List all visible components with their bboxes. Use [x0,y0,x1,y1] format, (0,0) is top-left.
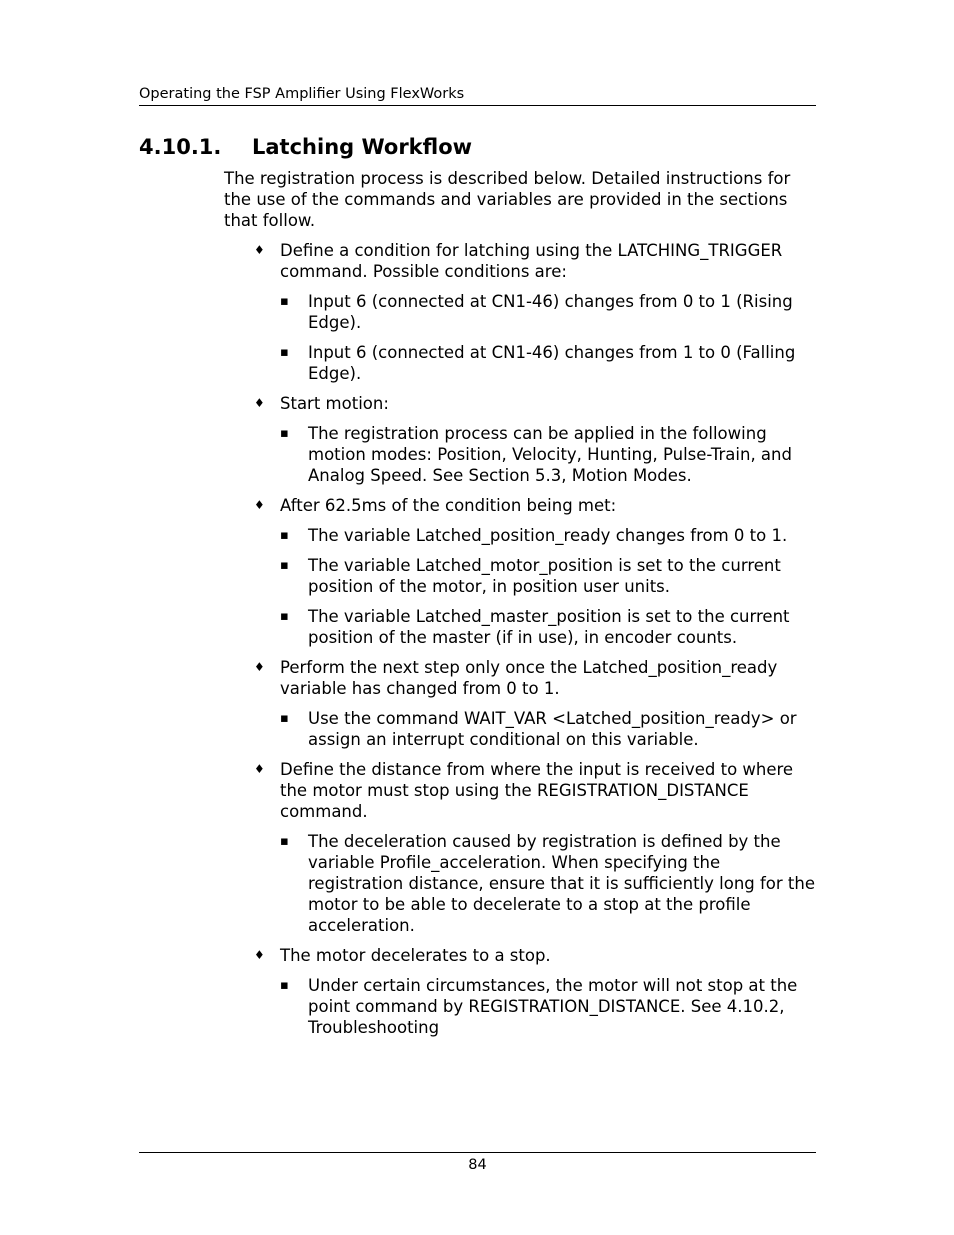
intro-paragraph: The registration process is described below. Detailed instructions for the use of the commands and variables are provided in the sections that follow. [224,169,791,230]
diamond-bullet-icon: ♦ [254,762,265,776]
sub-item [224,831,816,936]
sub-text: Under certain circumstances, the motor will not stop at the point command by REGISTRATION_DISTANCE. See 4.10.2, Troubleshooting [308,976,798,1037]
running-header: Operating the FSP Amplifier Using FlexWorks [139,85,816,106]
square-bullet-icon: ▪ [280,294,289,309]
page-number: 84 [468,1157,487,1173]
square-bullet-icon: ▪ [280,978,289,993]
section-heading [139,133,472,161]
sub-text: The variable Latched_motor_position is set to the current position of the motor, in position user units. [308,556,781,596]
sub-item [224,708,816,750]
square-bullet-icon: ▪ [280,528,289,543]
sub-text: Input 6 (connected at CN1-46) changes from 0 to 1 (Rising Edge). [308,292,793,332]
sub-item [224,342,816,384]
sub-item [224,423,816,486]
sub-item [224,606,816,648]
step-item [224,657,816,699]
footer-divider [139,1152,816,1153]
diamond-bullet-icon: ♦ [254,498,265,512]
section-title: Latching Workflow [252,135,473,159]
step-item [224,945,816,966]
step-text: Perform the next step only once the Latched_position_ready variable has changed from 0 to 1. [280,658,778,698]
square-bullet-icon: ▪ [280,834,289,849]
sub-item [224,555,816,597]
sub-text: The registration process can be applied in the following motion modes: Position, Velocity, Hunting, Pulse-Train, and Analog Speed. See Section 5.3, Motion Modes. [308,424,792,485]
sub-item [224,975,816,1038]
step-text: Define a condition for latching using the LATCHING_TRIGGER command. Possible conditions are: [280,241,783,281]
sub-text: Input 6 (connected at CN1-46) changes from 1 to 0 (Falling Edge). [308,343,796,383]
step-text: Start motion: [280,394,389,413]
square-bullet-icon: ▪ [280,609,289,624]
step-item [224,240,816,282]
step-text: The motor decelerates to a stop. [280,946,551,965]
square-bullet-icon: ▪ [280,426,289,441]
step-text: Define the distance from where the input is received to where the motor must stop using the REGISTRATION_DISTANCE command. [280,760,794,821]
square-bullet-icon: ▪ [280,558,289,573]
diamond-bullet-icon: ♦ [254,243,265,257]
sub-text: Use the command WAIT_VAR <Latched_position_ready> or assign an interrupt conditional on this variable. [308,709,797,749]
step-item [224,495,816,516]
sub-item [224,525,816,546]
step-item [224,393,816,414]
square-bullet-icon: ▪ [280,345,289,360]
diamond-bullet-icon: ♦ [254,396,265,410]
step-text: After 62.5ms of the condition being met: [280,496,617,515]
sub-text: The deceleration caused by registration is defined by the variable Profile_acceleration. When specifying the registration distance, ensure that it is sufficiently long for the motor to be able to decelerate to a stop at the profile acceleration. [308,832,816,935]
diamond-bullet-icon: ♦ [254,948,265,962]
sub-text: The variable Latched_position_ready changes from 0 to 1. [308,526,788,545]
section-body [224,168,816,1047]
section-number: 4.10.1. [139,135,222,159]
diamond-bullet-icon: ♦ [254,660,265,674]
step-item [224,759,816,822]
sub-item [224,291,816,333]
square-bullet-icon: ▪ [280,711,289,726]
sub-text: The variable Latched_master_position is set to the current position of the master (if in use), in encoder counts. [308,607,790,647]
